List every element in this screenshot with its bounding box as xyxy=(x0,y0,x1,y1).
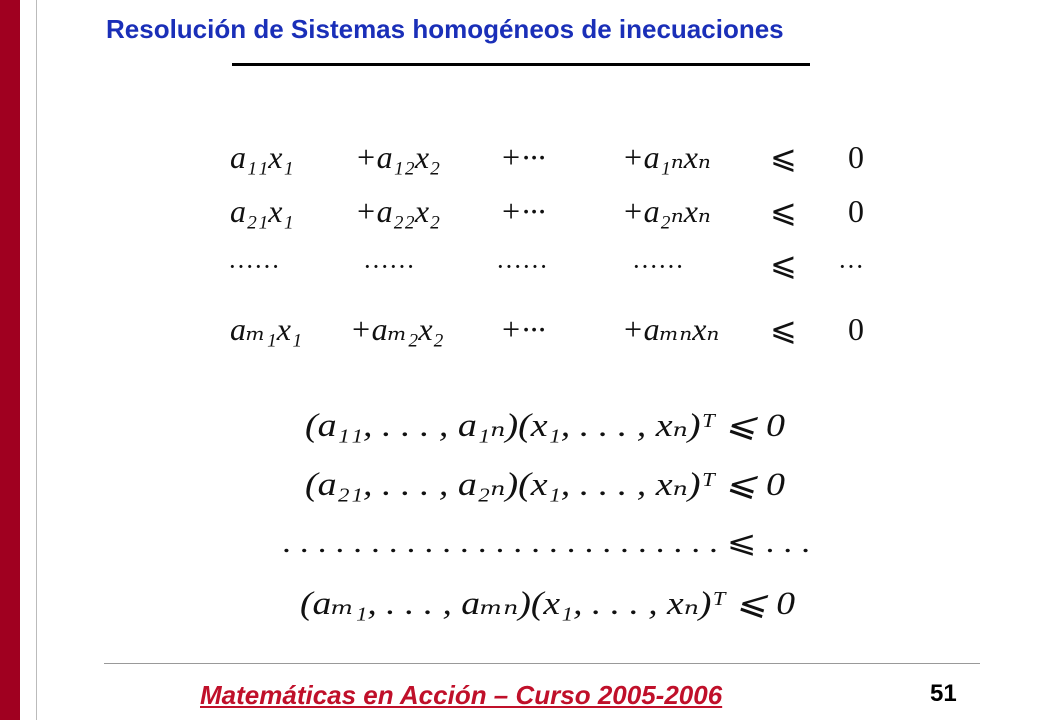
system-rhs: 0 xyxy=(848,139,864,175)
system-term: +··· xyxy=(500,193,546,229)
product-inequality: (aₘ₁, . . . , aₘₙ)(x₁, . . . , xₙ)ᵀ ⩽ 0 xyxy=(300,586,796,622)
system-rhs: 0 xyxy=(848,311,864,347)
footer-course-title: Matemáticas en Acción – Curso 2005-2006 xyxy=(200,680,723,710)
relation-symbol: ⩽ xyxy=(770,311,797,347)
system-row xyxy=(230,139,864,175)
system-term: +aₘ₂x₂ xyxy=(350,311,444,347)
page-number: 51 xyxy=(930,680,957,707)
system-term: ······ xyxy=(496,252,548,281)
system-row xyxy=(230,193,864,229)
system-term: +a₁ₙxₙ xyxy=(622,139,711,175)
system-term: +a₂ₙxₙ xyxy=(622,193,711,229)
product-inequality: (a₁₁, . . . , a₁ₙ)(x₁, . . . , xₙ)ᵀ ⩽ 0 xyxy=(305,408,786,444)
system-term: +··· xyxy=(500,139,546,175)
system-row xyxy=(230,311,864,347)
system-term: +a₂₂x₂ xyxy=(355,193,441,229)
relation-symbol: ⩽ xyxy=(770,246,797,282)
system-term: a₂₁x₁ xyxy=(230,193,294,229)
system-term: +··· xyxy=(500,311,546,347)
relation-symbol: ⩽ xyxy=(770,139,797,175)
footer-divider xyxy=(104,663,980,664)
system-rhs: 0 xyxy=(848,193,864,229)
system-term: +aₘₙxₙ xyxy=(622,311,720,347)
product-inequality: (a₂₁, . . . , a₂ₙ)(x₁, . . . , xₙ)ᵀ ⩽ 0 xyxy=(305,467,786,503)
system-term: a₁₁x₁ xyxy=(230,139,294,175)
system-term: ······ xyxy=(632,252,684,281)
product-inequality: . . . . . . . . . . . . . . . . . . . . . . . . . ⩽ . . . xyxy=(282,526,810,559)
system-row xyxy=(228,246,864,282)
system-term: ······ xyxy=(228,252,280,281)
system-rhs: ··· xyxy=(838,252,864,281)
system-term: +a₁₂x₂ xyxy=(355,139,441,175)
system-term: ······ xyxy=(363,252,415,281)
relation-symbol: ⩽ xyxy=(770,193,797,229)
slide-title: Resolución de Sistemas homogéneos de inecuaciones xyxy=(106,14,784,44)
system-term: aₘ₁x₁ xyxy=(230,311,303,347)
